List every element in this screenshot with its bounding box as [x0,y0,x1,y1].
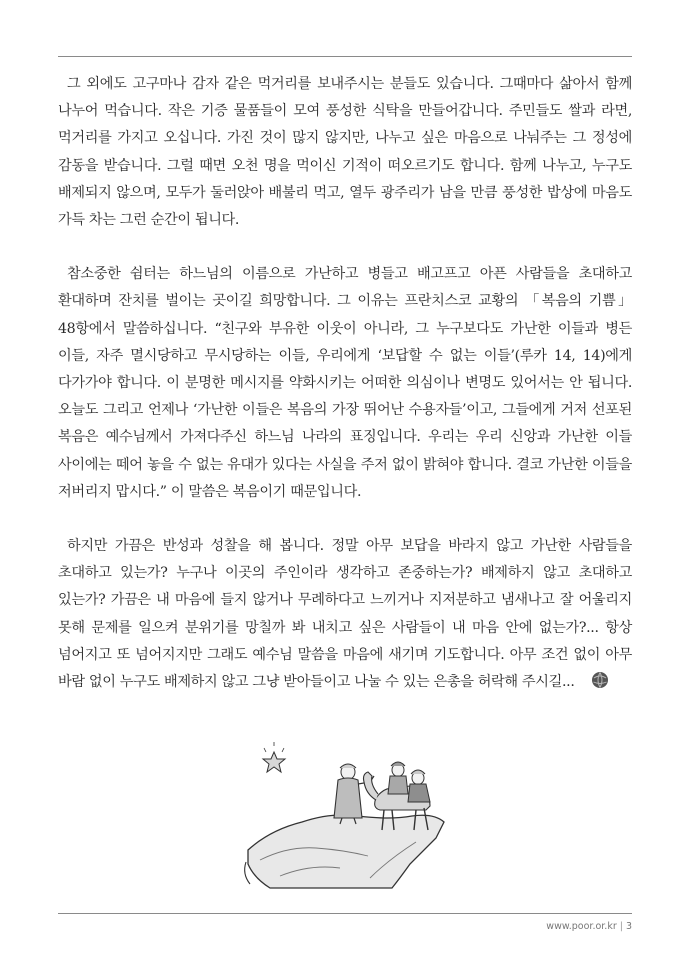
paragraph-2 [58,261,632,506]
paragraph-3-text: 하지만 가끔은 반성과 성찰을 해 봅니다. 정말 아무 보답을 바라지 않고 가난한 사람들을 초대하고 있는가? 누구나 이곳의 주인이라 생각하고 존중하는가? 배제하지 않고 초대하고 있는가? 가끔은 내 마음에 들지 않거나 무례하다고 느끼거나 지저분하고 냄새나고 잘 어울리지 못해 문제를 일으켜 분위기를 망칠까 봐 내치고 싶은 사람들이 내 마음 안에 없는가?... 항상 넘어지고 또 넘어지지만 그래도 예수님 말씀을 마음에 새기며 기도합니다. 아무 조건 없이 아무 바람 없이 누구도 배제하지 않고 그냥 받아들이고 나눌 수 있는 은총을 허락해 주시길... [58,538,632,691]
paragraph-3 [58,533,632,699]
footer-separator: | [619,921,623,932]
paragraph-1 [58,71,632,234]
article-body [58,71,632,699]
footer-url[interactable]: www.poor.or.kr [546,921,617,932]
top-rule [58,56,632,57]
star-icon [263,742,285,772]
globe-icon [582,671,609,699]
magi-on-camel-illustration [240,738,452,890]
page-footer [546,921,632,932]
paragraph-2-text: 참소중한 쉼터는 하느님의 이름으로 가난하고 병들고 배고프고 아픈 사람들을 초대하고 환대하며 잔치를 벌이는 곳이길 희망합니다. 그 이유는 프란치스코 교황의 「복음의 기쁨」 48항에서 말씀하십니다. “친구와 부유한 이웃이 아니라, 그 누구보다도 가난한 이들과 병든 이들, 자주 멸시당하고 무시당하는 이들, 우리에게 ‘보답할 수 없는 이들’(루카 14, 14)에게 다가가야 합니다. 이 분명한 메시지를 약화시키는 어떠한 의심이나 변명도 있어서는 안 됩니다. 오늘도 그리고 언제나 ‘가난한 이들은 복음의 가장 뛰어난 수용자들’이고, 그들에게 거저 선포된 복음은 예수님께서 가져다주신 하느님 나라의 표징입니다. 우리는 우리 신앙과 가난한 이들 사이에는 떼어 놓을 수 없는 유대가 있다는 사실을 주저 없이 밝혀야 합니다. 결코 가난한 이들을 저버리지 맙시다.” 이 말씀은 복음이기 때문입니다. [58,266,632,500]
paragraph-1-text: 그 외에도 고구마나 감자 같은 먹거리를 보내주시는 분들도 있습니다. 그때마다 삶아서 함께 나누어 먹습니다. 작은 기증 물품들이 모여 풍성한 식탁을 만들어갑니다. 주민들도 쌀과 라면, 먹거리를 가지고 오십니다. 가진 것이 많지 않지만, 나누고 싶은 마음으로 나눠주는 그 정성에 감동을 받습니다. 그럴 때면 오천 명을 먹이신 기적이 떠오르기도 합니다. 함께 나누고, 누구도 배제되지 않으며, 모두가 둘러앉아 배불리 먹고, 열두 광주리가 남을 만큼 풍성한 밥상에 마음도 가득 차는 그런 순간이 됩니다. [58,76,632,229]
page-number: 3 [625,921,632,932]
bottom-rule [58,913,632,914]
